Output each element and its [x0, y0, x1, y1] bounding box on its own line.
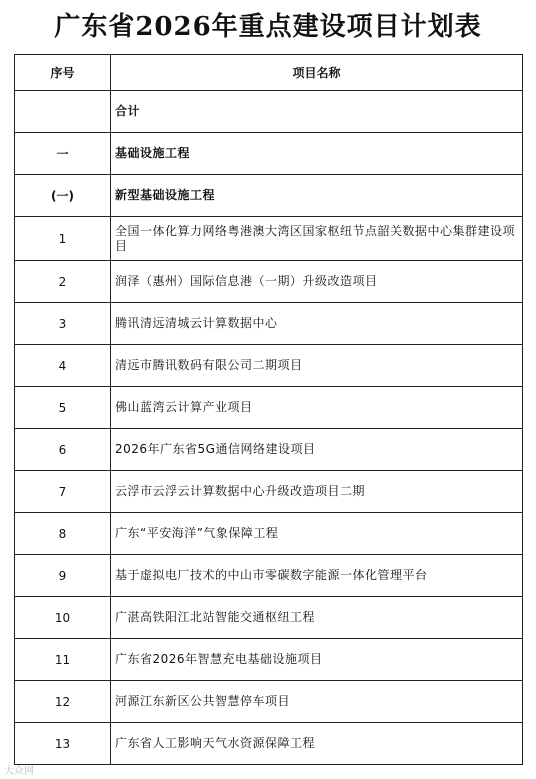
row-serial-number: 5	[15, 387, 111, 429]
row-serial-number: (一)	[15, 175, 111, 217]
row-serial-number: 一	[15, 133, 111, 175]
row-project-name: 全国一体化算力网络粤港澳大湾区国家枢纽节点韶关数据中心集群建设项目	[111, 217, 523, 261]
row-serial-number: 9	[15, 555, 111, 597]
table-row	[15, 597, 523, 639]
header-project-name: 项目名称	[111, 55, 523, 91]
row-project-name: 广东省人工影响天气水资源保障工程	[111, 723, 523, 765]
table-row	[15, 471, 523, 513]
table-row	[15, 639, 523, 681]
page-title: 广东省2026年重点建设项目计划表	[54, 12, 482, 42]
table-row	[15, 133, 523, 175]
row-serial-number: 12	[15, 681, 111, 723]
row-serial-number: 11	[15, 639, 111, 681]
row-project-name: 2026年广东省5G通信网络建设项目	[111, 429, 523, 471]
row-project-name: 清远市腾讯数码有限公司二期项目	[111, 345, 523, 387]
table-row	[15, 513, 523, 555]
table-row	[15, 303, 523, 345]
row-serial-number: 6	[15, 429, 111, 471]
table-row	[15, 217, 523, 261]
watermark: 大众网	[4, 766, 34, 777]
project-plan-table	[14, 54, 523, 765]
row-project-name: 基于虚拟电厂技术的中山市零碳数字能源一体化管理平台	[111, 555, 523, 597]
table-row	[15, 387, 523, 429]
row-serial-number	[15, 91, 111, 133]
row-serial-number: 2	[15, 261, 111, 303]
row-project-name: 云浮市云浮云计算数据中心升级改造项目二期	[111, 471, 523, 513]
table-row	[15, 681, 523, 723]
row-serial-number: 10	[15, 597, 111, 639]
table-row	[15, 723, 523, 765]
row-serial-number: 8	[15, 513, 111, 555]
row-serial-number: 7	[15, 471, 111, 513]
row-project-name: 河源江东新区公共智慧停车项目	[111, 681, 523, 723]
row-project-name: 润泽（惠州）国际信息港（一期）升级改造项目	[111, 261, 523, 303]
header-serial-number: 序号	[15, 55, 111, 91]
row-project-name: 佛山蓝湾云计算产业项目	[111, 387, 523, 429]
row-project-name: 新型基础设施工程	[111, 175, 523, 217]
row-project-name: 广东“平安海洋”气象保障工程	[111, 513, 523, 555]
row-project-name: 合计	[111, 91, 523, 133]
table-header-row	[15, 55, 523, 91]
row-project-name: 广东省2026年智慧充电基础设施项目	[111, 639, 523, 681]
row-serial-number: 3	[15, 303, 111, 345]
row-project-name: 广湛高铁阳江北站智能交通枢纽工程	[111, 597, 523, 639]
row-project-name: 基础设施工程	[111, 133, 523, 175]
table-row	[15, 345, 523, 387]
table-row	[15, 175, 523, 217]
table-row	[15, 429, 523, 471]
row-serial-number: 4	[15, 345, 111, 387]
table-row	[15, 261, 523, 303]
table-row	[15, 91, 523, 133]
row-serial-number: 13	[15, 723, 111, 765]
row-project-name: 腾讯清远清城云计算数据中心	[111, 303, 523, 345]
table-row	[15, 555, 523, 597]
row-serial-number: 1	[15, 217, 111, 261]
table-body	[15, 91, 523, 765]
